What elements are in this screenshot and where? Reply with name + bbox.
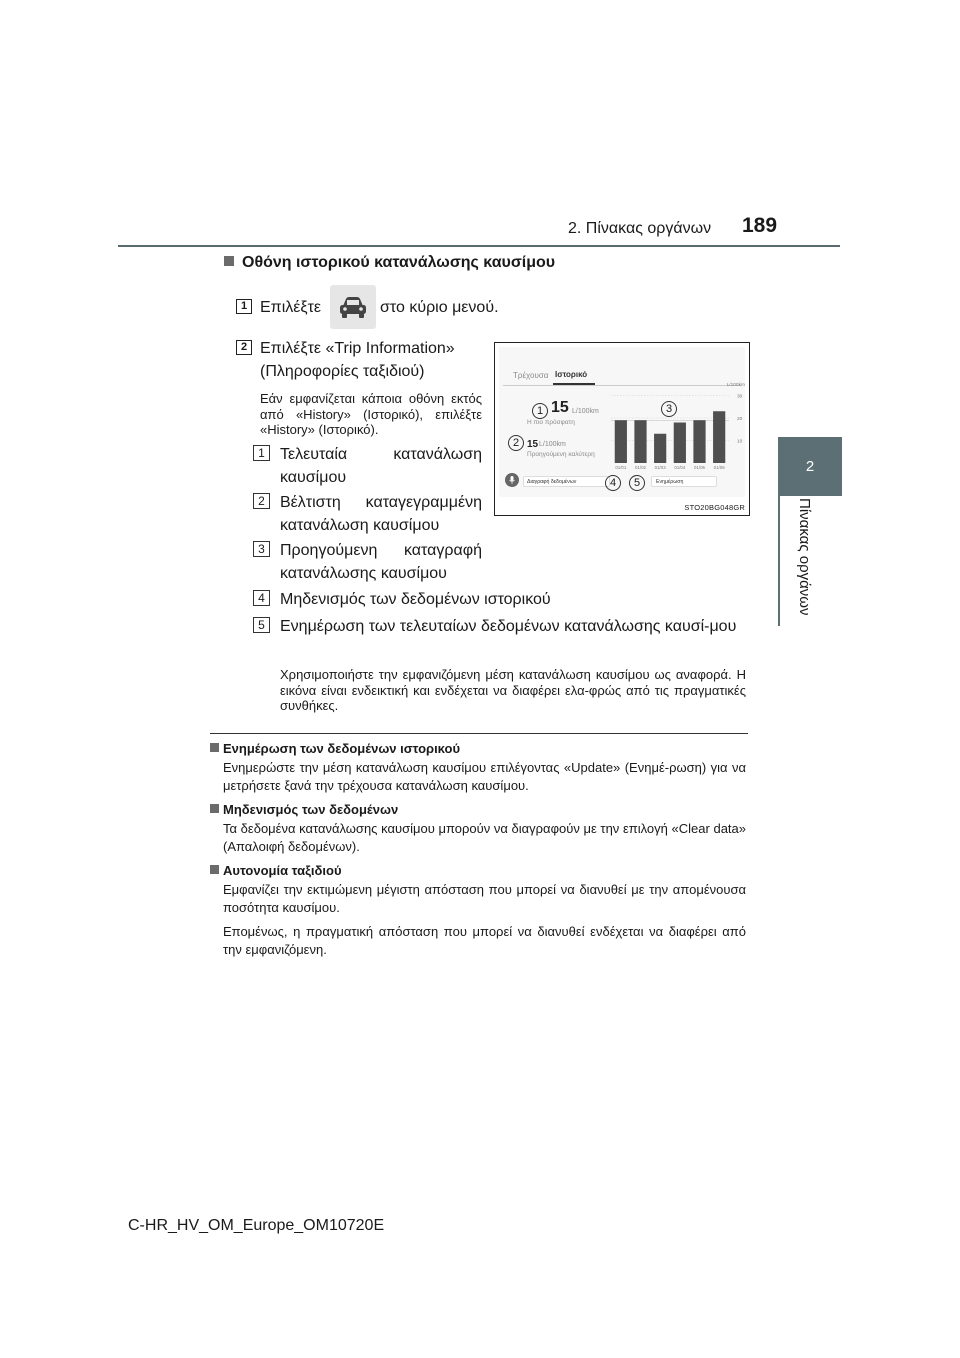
section-title [224,254,555,272]
callout-text-4: Μηδενισμός των δεδομένων ιστορικού [280,591,551,608]
car-icon [330,285,376,329]
callout-text-1: Τελευταία κατανάλωση καυσίμου [280,446,482,486]
note-body-update: Ενημερώστε την μέση κατανάλωση καυσίμου επιλέγοντας «Update» (Ενημέ-ρωση) για να μετρήσετε ξανά την τρέχουσα κατανάλωση καυσίμου. [223,760,746,793]
history-screen [499,347,745,497]
step-badge-2: 2 [236,340,252,355]
callout-text-3: Προηγούμενη καταγραφή κατανάλωσης καυσίμου [280,542,482,582]
bar-01/06 [713,411,725,463]
best-value: 15 [527,439,539,450]
callout-badge-1: 1 [253,445,270,461]
marker-5: 5 [629,475,645,491]
callout-text-5: Ενημέρωση των τελευταίων δεδομένων κατανάλωσης καυσί-μου [280,618,737,635]
note-title-text: Αυτονομία ταξιδιού [223,863,342,878]
header-divider [118,245,840,247]
note-title-text: Ενημέρωση των δεδομένων ιστορικού [223,741,461,756]
chapter-tab-line [778,496,780,626]
latest-unit: L/100km [572,408,599,415]
y-tick-label: 30 [737,394,743,400]
document-code-footer: C-HR_HV_OM_Europe_OM10720E [128,1217,385,1234]
callout-badge-2: 2 [253,493,270,509]
section-title-text: Οθόνη ιστορικού κατανάλωσης καυσίμου [242,254,556,271]
figure-code: STO20BG048GR [684,503,745,512]
note-body-range-2: Επομένως, η πραγματική απόσταση που μπορεί να διανυθεί ενδέχεται να διαφέρει από την εμφανιζόμενη. [223,924,746,957]
marker-3: 3 [661,401,677,417]
step-1-text-before: Επιλέξτε [260,299,322,316]
callout-note: Χρησιμοποιήστε την εμφανιζόμενη μέση κατανάλωση καυσίμου ως αναφορά. Η εικόνα είναι ενδεικτική και ενδέχεται να διαφέρει ελα-φρώς από τις πραγματικές συνθήκες. [280,667,746,713]
history-bar-chart [609,377,747,473]
step-1-text-after: στο κύριο μενού. [380,299,499,316]
note-title-range [210,863,342,879]
chapter-tab-number: 2 [805,458,815,475]
bar-01/01 [615,420,627,463]
note-title-text: Μηδενισμός των δεδομένων [223,802,399,817]
note-body-range-1: Εμφανίζει την εκτιμώμενη μέγιστη απόσταση που μπορεί να διανυθεί με την απομένουσα ποσότητα καυσίμου. [223,882,746,915]
x-tick-label: 01/06 [713,465,725,470]
clear-data-button[interactable]: Διαγραφή δεδομένων [523,476,610,487]
bar-01/02 [634,420,646,463]
x-tick-label: 01/05 [694,465,705,470]
notes-divider [210,733,748,734]
chapter-tab [778,437,842,496]
bar-01/04 [674,423,686,464]
step-2-text-line1: Επιλέξτε «Trip Information» [260,340,455,357]
latest-label: Η πιο πρόσφατη [527,419,575,426]
x-tick-label: 01/01 [615,465,627,470]
note-title-clear [210,802,398,818]
bar-01/05 [693,420,705,463]
page-number: 189 [742,214,778,237]
step-badge-1: 1 [236,299,252,314]
marker-2: 2 [508,435,524,451]
note-title-update [210,741,460,757]
callout-text-2: Βέλτιστη καταγεγραμμένη κατανάλωση καυσίμου [280,494,482,534]
history-screen-figure [494,342,750,516]
step-2-note: Εάν εμφανίζεται κάποια οθόνη εκτός από «History» (Ιστορικό), επιλέξτε «History» (Ιστορικό). [260,391,482,437]
header-section-title: 2. Πίνακας οργάνων [568,220,712,237]
tab-history: Ιστορικό [555,370,588,379]
x-tick-label: 01/04 [674,465,686,470]
latest-value: 15 [551,399,569,416]
square-bullet-icon [210,865,219,874]
step-2-text-line2: (Πληροφορίες ταξιδιού) [260,363,425,380]
callout-badge-4: 4 [253,590,270,606]
x-tick-label: 01/03 [654,465,666,470]
callout-badge-5: 5 [253,617,270,633]
x-tick-label: 01/02 [635,465,646,470]
square-bullet-icon [224,256,234,266]
best-unit: L/100km [539,441,566,448]
y-tick-label: 20 [737,417,743,422]
square-bullet-icon [210,804,219,813]
microphone-icon[interactable] [505,473,519,487]
square-bullet-icon [210,743,219,752]
marker-4: 4 [605,475,621,491]
chart-bars [615,411,726,463]
tab-current: Τρέχουσα [513,371,549,380]
callout-badge-3: 3 [253,541,270,557]
best-label: Προηγούμενη καλύτερη [527,451,595,458]
bar-01/03 [654,434,666,463]
y-unit-label: L/100km [726,383,745,388]
marker-1: 1 [532,403,548,419]
chapter-tab-label: Πίνακας οργάνων [796,498,813,616]
note-body-clear: Τα δεδομένα κατανάλωσης καυσίμου μπορούν να διαγραφούν με την επιλογή «Clear data» (Απαλοιφή δεδομένων). [223,821,746,854]
update-button[interactable]: Ενημέρωση [651,476,717,487]
y-tick-label: 10 [737,439,743,445]
